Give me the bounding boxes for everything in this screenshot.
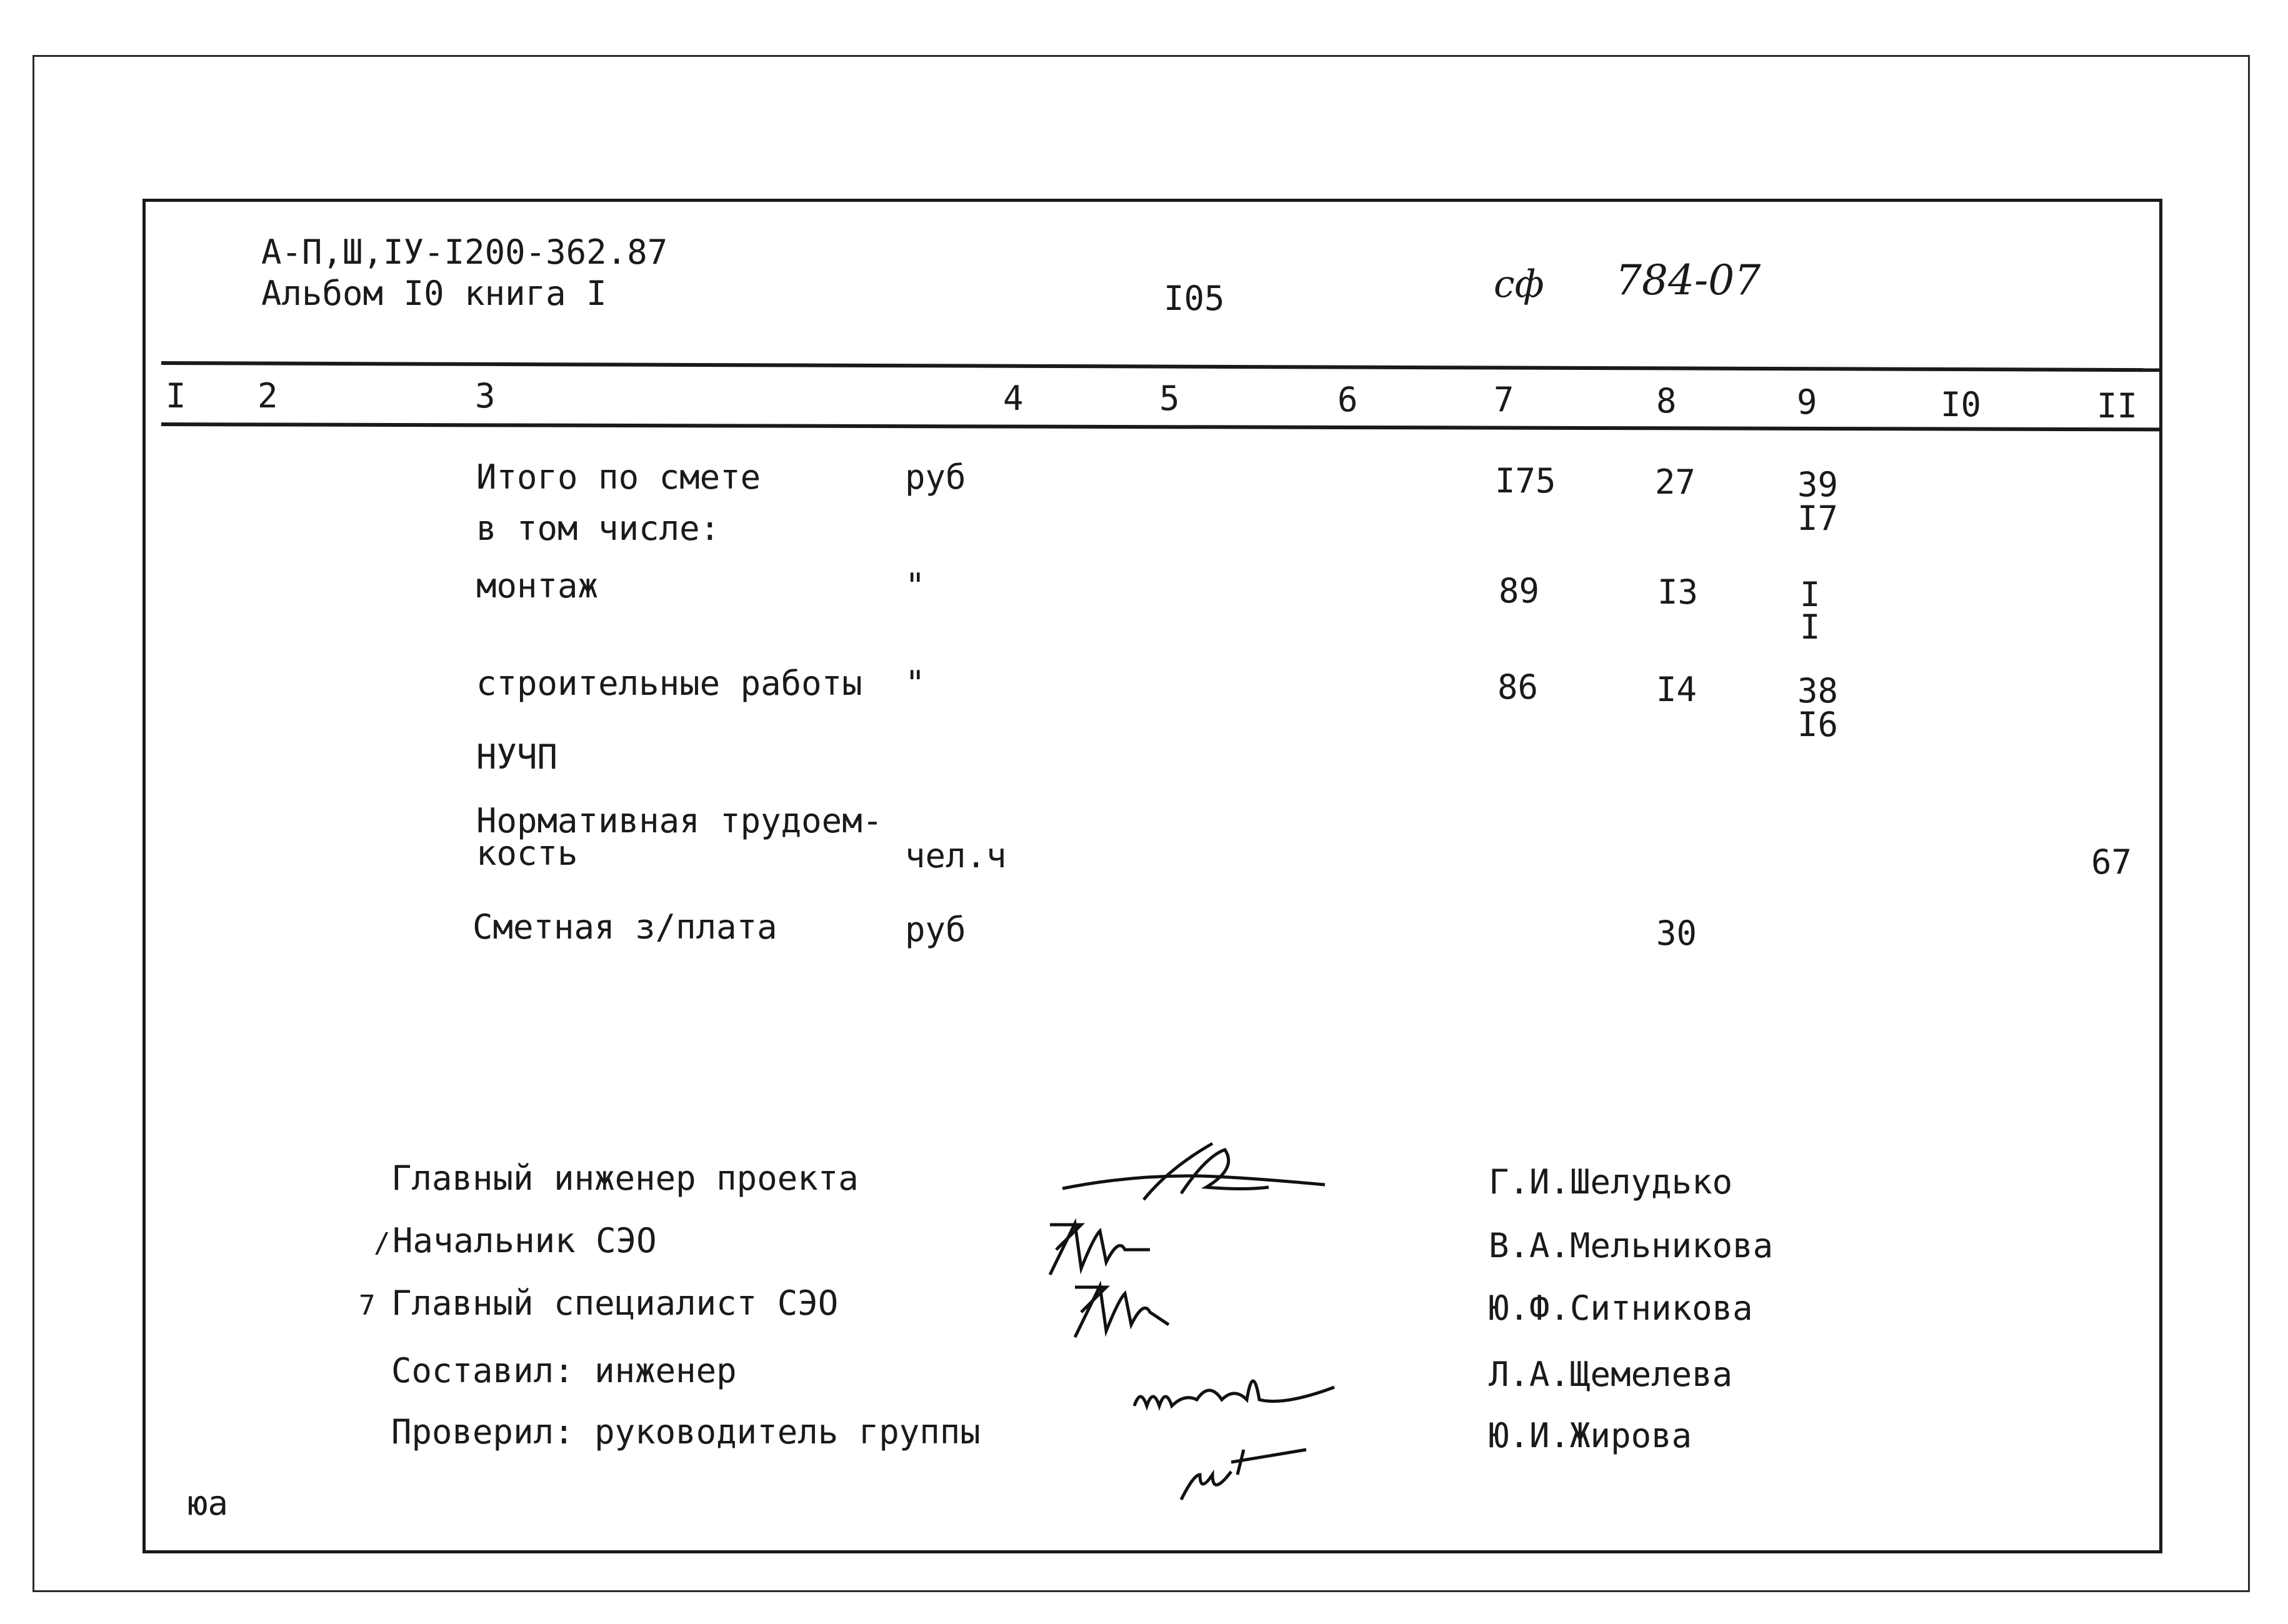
doc-code: А-П,Ш,IУ-I200-362.87 — [261, 232, 668, 272]
column-header: 6 — [1337, 380, 1358, 419]
row-labor-unit: чел.ч — [905, 836, 1007, 875]
signature-name: В.А.Мельникова — [1489, 1226, 1774, 1265]
footer-mark: юа — [187, 1483, 229, 1523]
signature-name: Ю.И.Жирова — [1489, 1416, 1692, 1455]
signature-name: Ю.Ф.Ситникова — [1489, 1288, 1753, 1328]
row-total-col8: 27 — [1655, 462, 1696, 502]
row-total-col9-bottom: I7 — [1797, 499, 1839, 538]
row-construction-col8: I4 — [1656, 670, 1697, 709]
signature-title: Составил: инженер — [391, 1351, 737, 1390]
document-frame — [142, 199, 2162, 1553]
signature-scribble-head-seo — [1037, 1212, 1156, 1281]
signature-title: Начальник СЭО — [392, 1221, 657, 1260]
column-header: I — [166, 376, 186, 416]
row-total-col9-top: 39 — [1797, 465, 1839, 504]
signature-title: Проверил: руководитель группы — [391, 1412, 981, 1452]
column-header: 3 — [475, 376, 496, 416]
row-labor-label-line2: кость — [476, 834, 578, 873]
row-montage-col8: I3 — [1657, 572, 1699, 612]
signature-title: Главный инженер проекта — [391, 1158, 859, 1198]
signature-mark: / — [374, 1227, 391, 1259]
column-header: 4 — [1003, 379, 1024, 418]
row-construction-unit: " — [905, 664, 926, 703]
handwritten-prefix: сф — [1494, 262, 1544, 306]
signature-scribble-group-leader — [1175, 1437, 1319, 1506]
row-labor-col11: 67 — [2091, 842, 2132, 882]
row-nuchp-label: НУЧП — [476, 737, 558, 777]
row-construction-col7: 86 — [1497, 667, 1539, 707]
row-labor-label-line1: Нормативная трудоем- — [476, 801, 883, 840]
row-montage-label: монтаж — [476, 566, 599, 605]
row-montage-col9-top: I — [1800, 575, 1821, 614]
row-wages-label: Сметная з/плата — [472, 907, 777, 947]
row-montage-unit: " — [905, 566, 926, 605]
row-wages-col8: 30 — [1656, 914, 1697, 953]
row-construction-label: строительные работы — [476, 664, 862, 703]
page-number: I05 — [1164, 279, 1225, 318]
column-header: 5 — [1159, 379, 1180, 418]
signature-title: Главный специалист СЭО — [391, 1283, 839, 1323]
column-header: 2 — [257, 376, 278, 416]
row-wages-unit: руб — [905, 910, 966, 949]
handwritten-number: 784-07 — [1616, 256, 1761, 304]
signature-scribble-specialist-seo — [1062, 1275, 1175, 1343]
column-header: 9 — [1797, 382, 1817, 422]
signature-mark: 7 — [359, 1290, 376, 1322]
signature-scribble-chief-engineer — [1056, 1131, 1331, 1212]
album-info: Альбом I0 книга I — [261, 274, 607, 313]
row-construction-col9-bottom: I6 — [1797, 705, 1839, 744]
row-including-label: в том числе: — [476, 509, 721, 548]
column-header: 8 — [1656, 381, 1677, 421]
signature-name: Л.А.Щемелева — [1489, 1355, 1733, 1394]
signature-name: Г.И.Шелудько — [1489, 1162, 1733, 1202]
column-header: I0 — [1941, 385, 1982, 424]
row-construction-col9-top: 38 — [1797, 671, 1839, 710]
column-header: II — [2097, 386, 2138, 426]
row-montage-col9-bottom: I — [1800, 607, 1821, 647]
row-montage-col7: 89 — [1499, 571, 1540, 610]
row-total-col7: I75 — [1495, 461, 1556, 501]
row-total-label: Итого по смете — [476, 457, 761, 497]
column-header: 7 — [1494, 380, 1514, 419]
row-total-unit: руб — [905, 457, 966, 497]
signature-scribble-engineer — [1128, 1356, 1341, 1431]
